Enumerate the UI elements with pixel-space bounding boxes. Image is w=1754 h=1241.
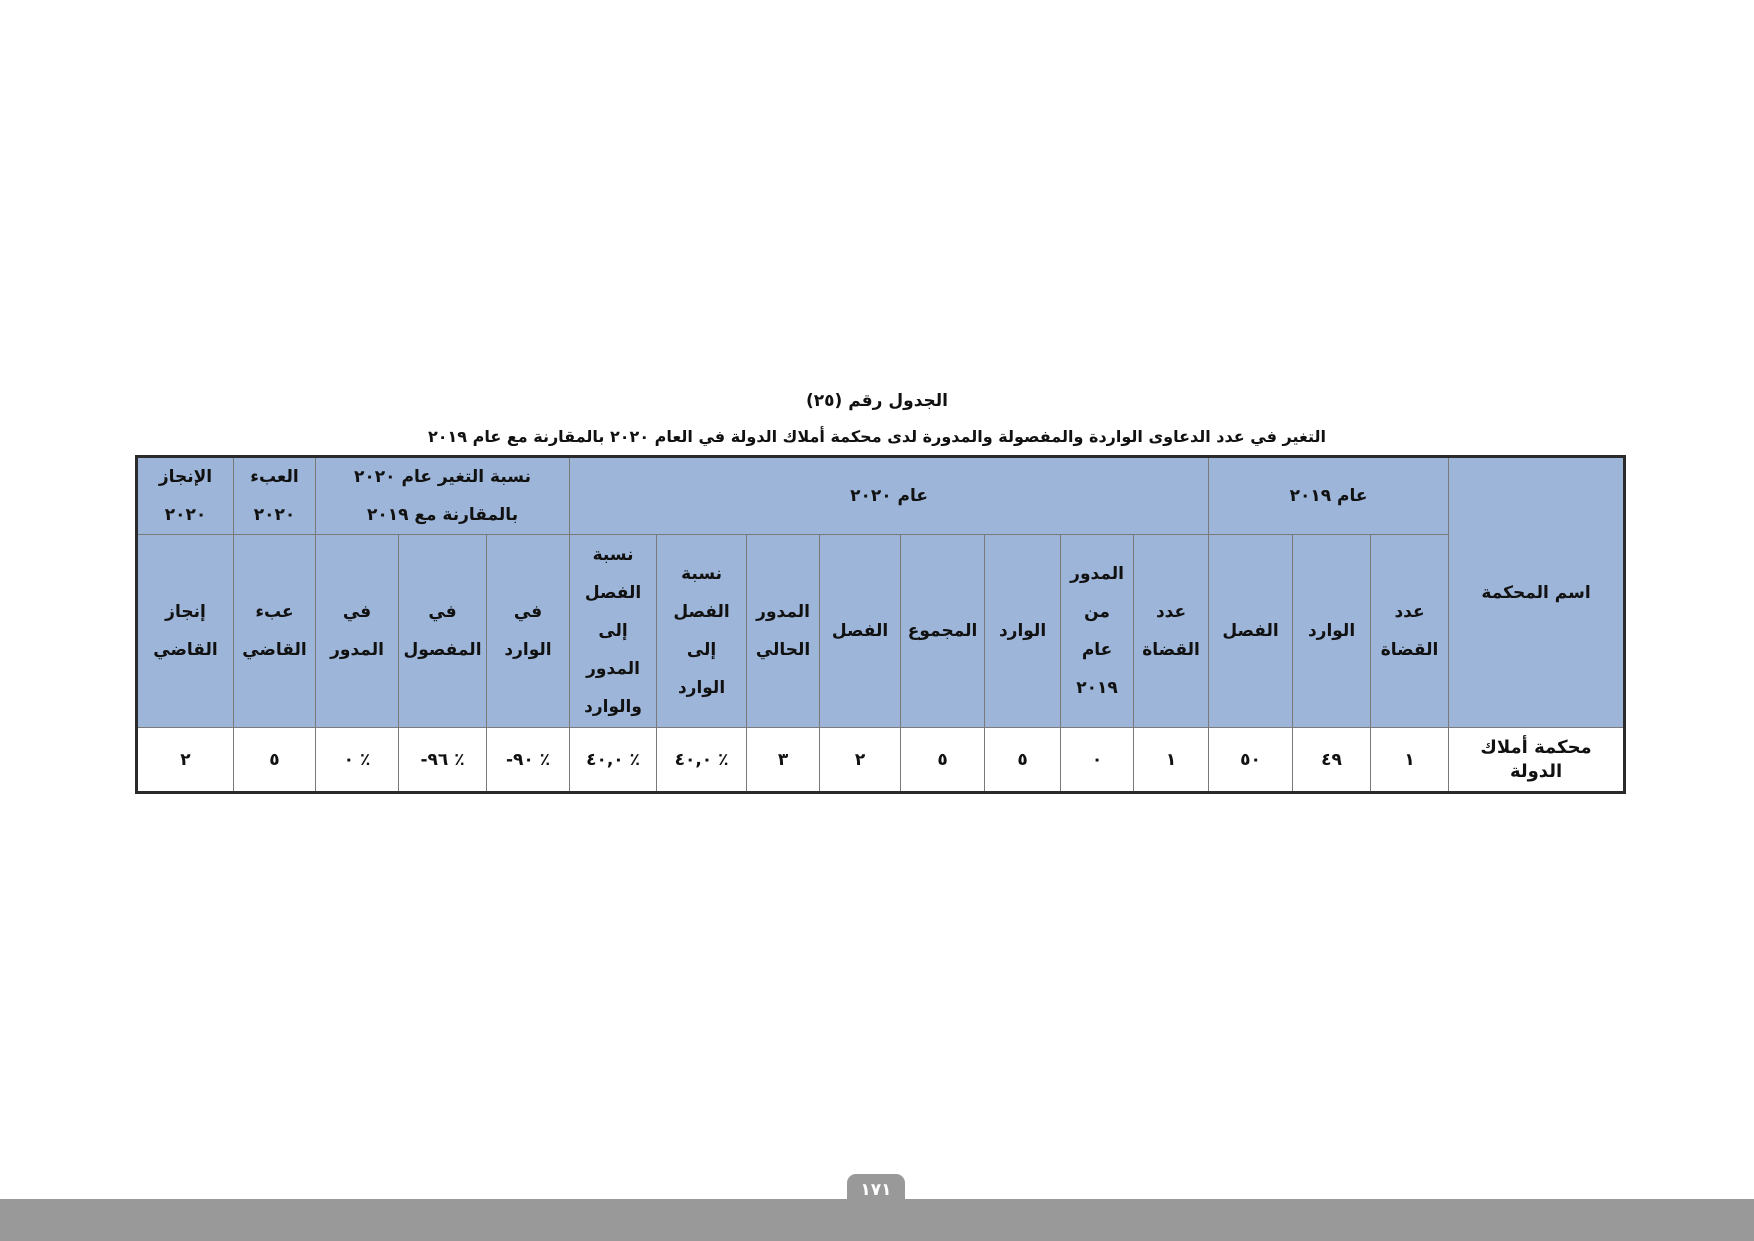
header-judge-load: عبء القاضي (234, 535, 316, 728)
footer-bar (0, 1199, 1754, 1241)
header-change-decided: في المفصول (399, 535, 487, 728)
header-2020-judges: عدد القضاة (1134, 535, 1209, 728)
statistics-table (135, 455, 1626, 794)
cell-2020-current-carried: ٣ (747, 728, 820, 793)
table-row (137, 728, 1625, 793)
header-2019-decided: الفصل (1209, 535, 1293, 728)
header-2020-total: المجموع (901, 535, 985, 728)
statistics-table-container (135, 455, 1623, 794)
header-row-subcolumns (137, 535, 1625, 728)
cell-change-incoming: ٪ ٩٠- (487, 728, 570, 793)
header-year-2019: عام ٢٠١٩ (1209, 457, 1449, 535)
cell-judge-achievement: ٢ (137, 728, 234, 793)
header-2020-carried-from-2019: المدور من عام ٢٠١٩ (1061, 535, 1134, 728)
cell-change-decided: ٪ ٩٦- (399, 728, 487, 793)
header-year-2020: عام ٢٠٢٠ (570, 457, 1209, 535)
cell-change-carried: ٪ ٠ (316, 728, 399, 793)
header-2020-current-carried: المدور الحالي (747, 535, 820, 728)
cell-2020-total: ٥ (901, 728, 985, 793)
header-2020-decided-to-carried-incoming: نسبة الفصل إلى المدور والوارد (570, 535, 657, 728)
header-change-ratio: نسبة التغير عام ٢٠٢٠ بالمقارنة مع ٢٠١٩ (316, 457, 570, 535)
cell-court-name: محكمة أملاك الدولة (1449, 728, 1625, 793)
cell-2020-judges: ١ (1134, 728, 1209, 793)
header-court-name: اسم المحكمة (1449, 457, 1625, 728)
cell-2020-decided: ٢ (820, 728, 901, 793)
header-2020-incoming: الوارد (985, 535, 1061, 728)
header-change-carried: في المدور (316, 535, 399, 728)
cell-2020-incoming: ٥ (985, 728, 1061, 793)
header-judge-achievement: إنجاز القاضي (137, 535, 234, 728)
header-change-incoming: في الوارد (487, 535, 570, 728)
header-row-groups (137, 457, 1625, 535)
cell-2019-decided: ٥٠ (1209, 728, 1293, 793)
header-2020-decided: الفصل (820, 535, 901, 728)
cell-2020-carried-from-2019: ٠ (1061, 728, 1134, 793)
header-2020-decided-to-incoming: نسبة الفصل إلى الوارد (657, 535, 747, 728)
header-2019-incoming: الوارد (1293, 535, 1371, 728)
cell-2020-decided-to-incoming: ٪ ٤٠,٠ (657, 728, 747, 793)
cell-2019-incoming: ٤٩ (1293, 728, 1371, 793)
header-load-2020: العبء ٢٠٢٠ (234, 457, 316, 535)
header-2019-judges: عدد القضاة (1371, 535, 1449, 728)
cell-judge-load: ٥ (234, 728, 316, 793)
cell-2020-decided-to-carried-incoming: ٪ ٤٠,٠ (570, 728, 657, 793)
page-number: ١٧١ (847, 1174, 905, 1204)
table-subtitle: التغير في عدد الدعاوى الواردة والمفصولة والمدورة لدى محكمة أملاك الدولة في العام ٢٠٢٠ بالمقارنة مع عام ٢٠١٩ (427, 427, 1327, 446)
table-title: الجدول رقم (٢٥) (805, 391, 948, 411)
header-achievement-2020: الإنجاز ٢٠٢٠ (137, 457, 234, 535)
cell-2019-judges: ١ (1371, 728, 1449, 793)
